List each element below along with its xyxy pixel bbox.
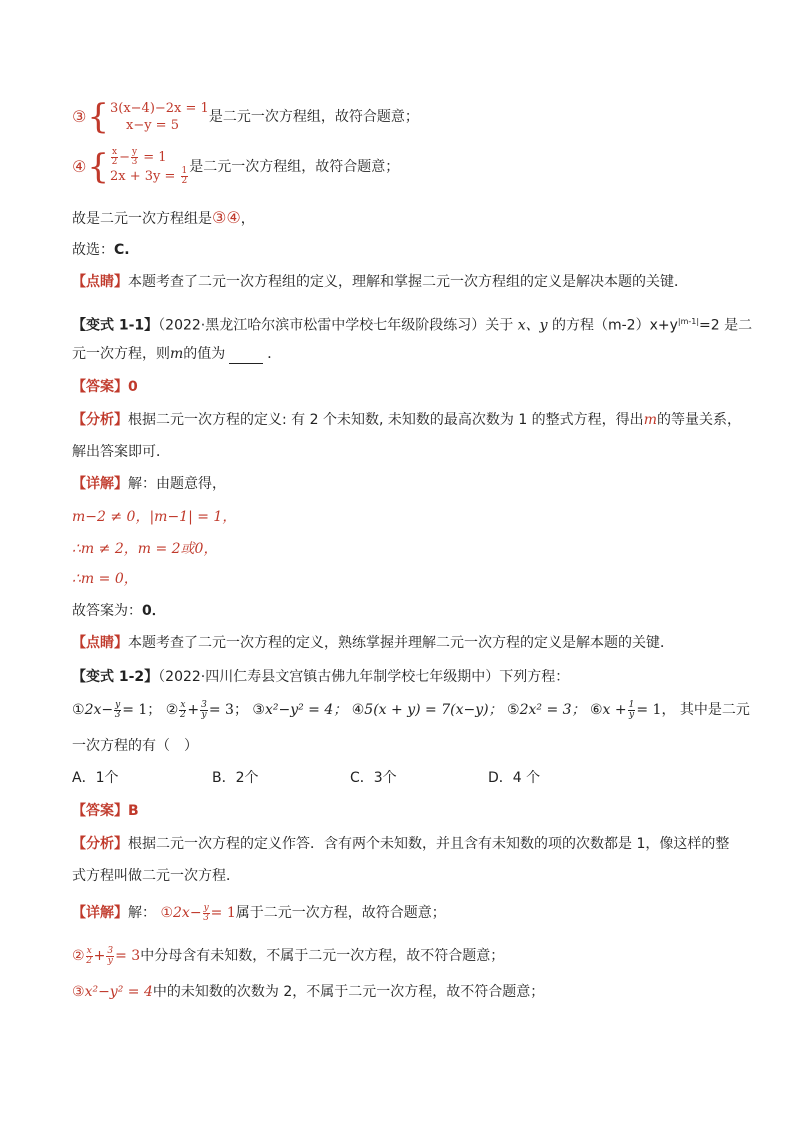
- item3-eq2: x−y = 5: [125, 118, 179, 133]
- comment1-line: 【点睛】本题考查了二元一次方程组的定义，理解和掌握二元一次方程组的定义是解决本题的关键．: [72, 274, 688, 290]
- item4-eq1: $\frac{x}{2}$ − $\frac{y}{3}$ = 1: [111, 147, 167, 167]
- variant2-heading: 【变式 1-2】（2022·四川仁寿县文宫镇古佛九年制学校七年级期中）下列方程：: [72, 669, 570, 685]
- variant2-tag: 【变式 1-2】: [72, 669, 159, 685]
- variant1-heading: 【变式 1-1】（2022·黑龙江哈尔滨市松雷中学校七年级阶段练习）关于 x、y 的方程$(m-2)x+y^{|m-1|}=2$ 是二: [72, 317, 753, 334]
- eq1: ①2x− $\frac{y}{3}$ = 1；: [72, 699, 162, 720]
- left-brace-icon: {: [87, 97, 109, 137]
- variant2-line2: 一次方程的有（ ）: [72, 738, 198, 754]
- variant2-detail-3: ③x²−y² = 4中的未知数的次数为 2，不属于二元一次方程，故不符合题意；: [72, 984, 545, 1000]
- choice-value: C.: [114, 242, 130, 258]
- item3-system: [72, 97, 209, 137]
- variant2-detail-2: ② $\frac{x}{2}$ + $\frac{3}{y}$ = 3中分母含有未知数，不属于二元一次方程，故不符合题意；: [72, 945, 505, 966]
- option-c[interactable]: C．3个: [350, 770, 397, 786]
- variant2-analysis-2: 式方程叫做二元一次方程．: [72, 868, 240, 884]
- eq6: ⑥x + $\frac{1}{y}$ = 1，: [589, 699, 676, 720]
- variant1-answer: 【答案】0: [72, 379, 138, 395]
- variant1-step2: ∴m ≠ 2，m = 2或0，: [72, 541, 218, 557]
- item4-text: 是二元一次方程组，故符合题意；: [189, 159, 400, 175]
- comment-tag: 【点睛】: [72, 274, 128, 290]
- eq5: ⑤2x² = 3；: [507, 702, 586, 718]
- left-brace-icon: {: [87, 147, 109, 187]
- item3-line: [72, 97, 419, 137]
- variant2-equations: ①2x− $\frac{y}{3}$ = 1； ② $\frac{x}{2}$ + $\frac{3}{y}$ = 3； ③x²−y² = 4； ④5(x + y) = 7(x−y)； ⑤2x² = 3； ⑥x + $\frac{1}{y}$ = 1， 其中是二元: [72, 699, 750, 720]
- option-b[interactable]: B．2个: [212, 770, 259, 786]
- variant1-comment: 【点睛】本题考查了二元一次方程的定义，熟练掌握并理解二元一次方程的定义是解本题的关键．: [72, 635, 674, 651]
- answer-blank: [229, 349, 263, 364]
- item3-eq1: 3(x−4)−2x = 1: [109, 101, 209, 116]
- variant2-analysis: 【分析】根据二元一次方程的定义作答．含有两个未知数，并且含有未知数的项的次数都是 1，像这样的整: [72, 836, 730, 852]
- item4-system: [72, 148, 189, 186]
- variant2-answer: 【答案】B: [72, 803, 139, 819]
- variant1-tag: 【变式 1-1】: [72, 317, 159, 334]
- variant1-conclusion: 故答案为：0．: [72, 603, 166, 619]
- item4-eq2: 2x + 3y = $\frac{1}{2}$: [109, 166, 188, 186]
- variant1-line2: 元一次方程，则m的值为 ．: [72, 346, 282, 362]
- item3-equations: [110, 100, 209, 134]
- item4-line: [72, 148, 399, 186]
- eq2: ② $\frac{x}{2}$ + $\frac{3}{y}$ = 3；: [165, 699, 248, 720]
- eq3: ③x²−y² = 4；: [252, 702, 348, 718]
- option-a[interactable]: A．1个: [72, 770, 119, 786]
- variant1-step1: m−2 ≠ 0，|m−1| = 1，: [72, 509, 237, 525]
- summary-line: 故是二元一次方程组是③④，: [72, 208, 255, 227]
- variant1-analysis: 【分析】根据二元一次方程的定义: 有 2 个未知数, 未知数的最高次数为 1 的整式方程，得出m的等量关系，: [72, 412, 741, 428]
- option-d[interactable]: D．4 个: [488, 770, 541, 786]
- item4-circle: ④: [72, 157, 87, 176]
- item3-text: 是二元一次方程组，故符合题意；: [208, 109, 419, 125]
- choice-line: 故选：C.: [72, 242, 130, 258]
- item3-circle: ③: [72, 107, 87, 126]
- variant1-analysis-2: 解出答案即可．: [72, 444, 170, 460]
- summary-answer: ③④: [212, 208, 241, 227]
- variant1-step3: ∴m = 0，: [72, 571, 138, 587]
- eq4: ④5(x + y) = 7(x−y)；: [351, 702, 503, 718]
- variant2-detail-1: 【详解】解： ①2x− $\frac{y}{3}$ = 1属于二元一次方程，故符合题意；: [72, 902, 446, 923]
- item4-equations: [110, 148, 189, 186]
- variant1-detail: 【详解】解：由题意得，: [72, 476, 226, 492]
